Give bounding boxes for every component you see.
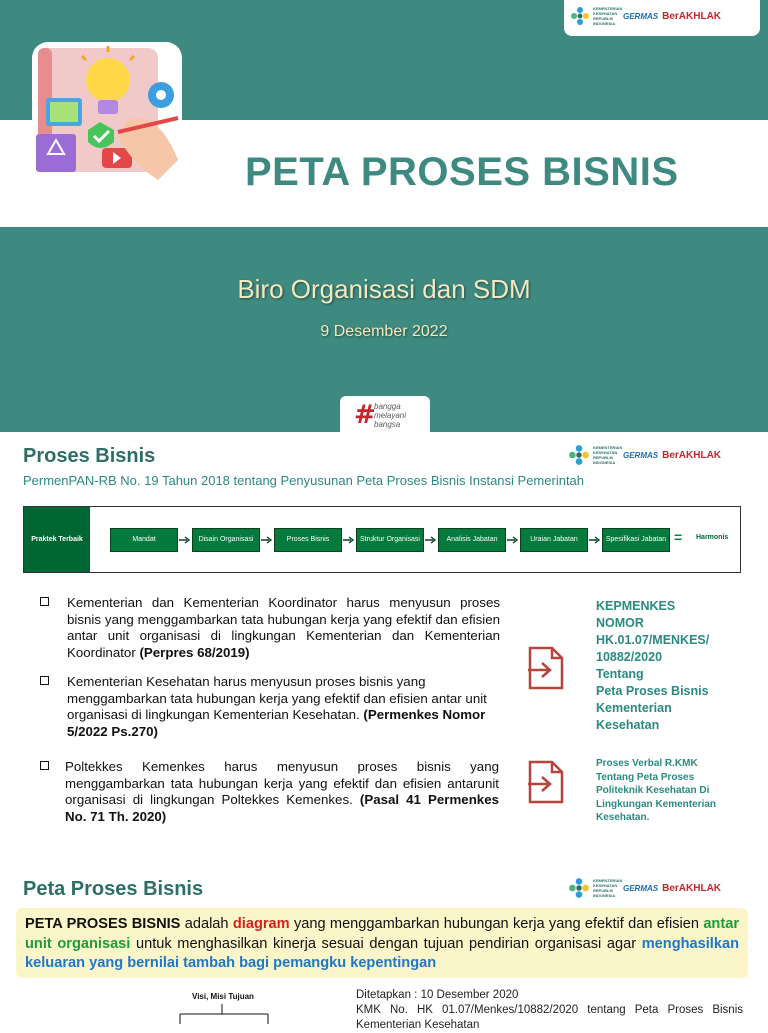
definition-term: PETA PROSES BISNIS	[25, 916, 181, 932]
flow-arrow-icon	[261, 536, 273, 544]
flow-arrow-icon	[507, 536, 519, 544]
bangga-line: melayani	[374, 411, 407, 420]
equals-icon: =	[674, 529, 683, 545]
bullet-item	[67, 674, 497, 740]
bullet-text: Poltekkes Kemenkes harus menyusun proses bisnis yang menggambarkan tata hubungan kerja yang efektif dan efisien antarunit organisasi di lingkungan Poltekkes Kemenkes.	[65, 759, 499, 807]
visi-diagram	[150, 1004, 275, 1024]
checkbox-bullet-icon	[40, 676, 49, 685]
peta-proses-bisnis-heading: Peta Proses Bisnis	[23, 878, 204, 900]
germas-logo: GERMAS	[623, 11, 659, 21]
kepmenkes-line: Peta Proses Bisnis	[596, 684, 709, 698]
bangga-line: bangsa	[374, 420, 401, 429]
bullet-text: Kementerian Kesehatan harus menyusun proses bisnis yang menggambarkan tata hubungan kerja yang efektif dan efisien antar unit organisasi di lingkungan Kementerian Kesehatan.	[67, 674, 487, 722]
bullet-text: Kementerian dan Kementerian Koordinator harus menyusun proses bisnis yang menggambarkan tata hubungan kerja yang efektif dan efisien antar unit organisasi di lingkungan Kementerian dan Kementerian Koordinator	[67, 595, 500, 660]
praktek-terbaik-label: Praktek Terbaik	[24, 507, 90, 572]
flow-step: Spesifikasi Jabatan	[602, 528, 670, 552]
flow-arrow-icon	[425, 536, 437, 544]
definition-segment: yang menggambarkan hubungan kerja yang efektif dan efisien	[289, 916, 704, 932]
kemenkes-logo	[568, 877, 623, 899]
top-logo-card	[564, 0, 760, 36]
kepmenkes-line: 10882/2020	[596, 650, 663, 664]
definition-segment: adalah	[180, 916, 233, 932]
slide2-logos	[568, 444, 721, 466]
proses-bisnis-heading: Proses Bisnis	[23, 445, 156, 467]
bangga-line: bangga	[374, 402, 401, 411]
flow-step: Uraian Jabatan	[520, 528, 588, 552]
flow-arrow-icon	[179, 536, 191, 544]
bangga-melayani-bangsa-logo	[340, 396, 430, 432]
praktek-terbaik-flow	[23, 506, 741, 573]
proses-verbal-line: Tentang Peta Proses	[596, 771, 695, 783]
flow-arrow-icon	[589, 536, 601, 544]
permenpan-reference: PermenPAN-RB No. 19 Tahun 2018 tentang Penyusunan Peta Proses Bisnis Instansi Pemerintah	[23, 473, 585, 488]
berakhlak-logo: BerAKHLAK	[662, 882, 722, 894]
definition-segment: untuk menghasilkan kinerja sesuai dengan tujuan pendirian organisasi agar	[130, 935, 642, 952]
idea-illustration	[28, 40, 188, 185]
definition-box	[16, 908, 748, 978]
kepmenkes-line: KEPMENKES	[596, 599, 676, 613]
flow-arrow-icon	[343, 536, 355, 544]
kemenkes-icon	[568, 444, 590, 466]
date: 9 Desember 2022	[320, 323, 448, 340]
hashtag-icon: #	[354, 400, 376, 430]
bullet-reference: (Pasal 41 Permenkes No. 71 Th. 2020)	[65, 792, 499, 824]
proses-verbal-line: Lingkungan Kementerian	[596, 798, 717, 810]
kemenkes-icon	[568, 877, 590, 899]
kemenkes-logo	[570, 6, 623, 26]
kepmenkes-line: HK.01.07/MENKES/	[596, 633, 710, 647]
proses-verbal-line: Proses Verbal R.KMK	[596, 758, 698, 769]
main-title: PETA PROSES BISNIS	[245, 150, 679, 194]
kemenkes-logo	[568, 444, 623, 466]
document-link-icon[interactable]	[526, 760, 566, 804]
ditetapkan-date: Ditetapkan : 10 Desember 2020	[356, 989, 519, 1001]
germas-logo: GERMAS	[623, 883, 659, 893]
berakhlak-logo: BerAKHLAK	[662, 449, 722, 461]
definition-highlight-green: antar unit organisasi	[25, 916, 739, 952]
bullet-reference: (Perpres 68/2019)	[139, 644, 250, 660]
kemenkes-text: KEMENTERIAN KESEHATAN REPUBLIK INDONESIA	[593, 6, 623, 26]
kmk-info	[356, 988, 743, 1033]
berakhlak-logo: BerAKHLAK	[662, 10, 722, 22]
flow-step: Analisis Jabatan	[438, 528, 506, 552]
bullet-item	[67, 595, 500, 661]
checkbox-bullet-icon	[40, 597, 49, 606]
kepmenkes-line: Kementerian	[596, 701, 672, 715]
flow-step: Mandat	[110, 528, 178, 552]
proses-verbal-line: Politeknik Kesehatan Di	[596, 785, 710, 796]
germas-logo: GERMAS	[623, 450, 659, 460]
definition-text	[25, 915, 739, 974]
visi-misi-label: Visi, Misi Tujuan	[192, 992, 254, 1001]
kmk-reference: KMK No. HK 01.07/Menkes/10882/2020 tentang Peta Proses Bisnis Kementerian Kesehatan	[356, 1004, 743, 1031]
document-link-icon[interactable]	[526, 646, 566, 690]
kemenkes-icon	[570, 6, 590, 26]
kepmenkes-line: NOMOR	[596, 616, 644, 630]
kemenkes-text: KEMENTERIAN KESEHATAN REPUBLIK INDONESIA	[593, 445, 623, 465]
flow-step: Proses Bisnis	[274, 528, 342, 552]
definition-highlight-blue: menghasilkan keluaran yang bernilai tambah bagi pemangku kepentingan	[25, 935, 740, 971]
slide3-logos	[568, 877, 721, 899]
bullet-item	[65, 759, 499, 825]
definition-highlight-red: diagram	[232, 916, 290, 932]
checkbox-bullet-icon	[40, 761, 49, 770]
proses-verbal-line: Kesehatan.	[596, 812, 650, 823]
title-slide	[0, 0, 768, 432]
kemenkes-text: KEMENTERIAN KESEHATAN REPUBLIK INDONESIA	[593, 878, 623, 898]
kepmenkes-line: Tentang	[596, 667, 644, 681]
kepmenkes-reference	[596, 598, 709, 734]
bullet-reference: (Permenkes Nomor 5/2022 Ps.270)	[67, 707, 486, 739]
flow-step: Struktur Organisasi	[356, 528, 424, 552]
proses-verbal-reference	[596, 757, 716, 825]
flow-step: Disain Organisasi	[192, 528, 260, 552]
harmonis-label: Harmonis	[696, 534, 729, 541]
kepmenkes-line: Kesehatan	[596, 718, 660, 732]
subtitle: Biro Organisasi dan SDM	[237, 274, 531, 304]
